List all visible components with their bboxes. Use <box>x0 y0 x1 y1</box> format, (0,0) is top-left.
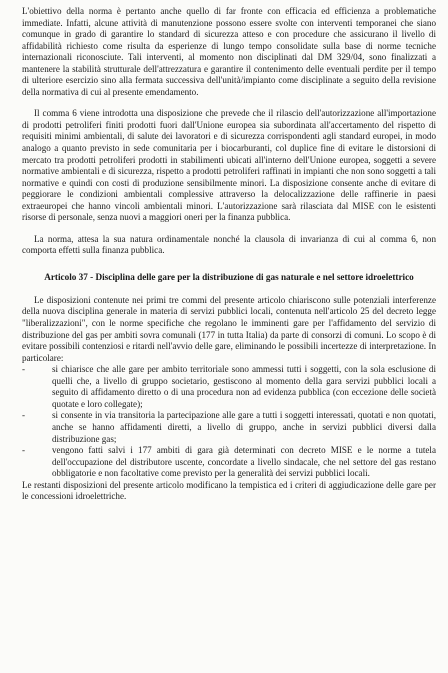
paragraph-comma-6: Il comma 6 viene introdotta una disposizione che prevede che il rilascio dell'autorizzazione all'importazione di prodotti petroliferi finiti prodotti fuori dall'Unione europea sia subordinata all'accertamento del rispetto di requisiti minimi ambientali, di salute dei lavoratori e di sicurezza corrispondenti agli standard europei, in modo analogo a quanto previsto in sede comunitaria per i biocarburanti, col duplice fine di evitare le distorsioni di mercato tra prodotti petroliferi prodotti in stabilimenti ubicati all'interno dell'Unione europea, soggetti a severe normative ambientali e di sicurezza, rispetto a prodotti petroliferi raffinati in impianti che non sono soggetti a tali normative e quindi con costi di produzione sensibilmente minori. La disposizione consente anche di evitare di peggiorare le condizioni ambientali complessive attraverso la delocalizzazione delle raffinerie in paesi extraeuropei che hanno vincoli ambientali minori. L'autorizzazione sarà rilasciata dal MISE con le esistenti risorse di personale, senza nuovi a maggiori oneri per la finanza pubblica. <box>22 108 436 223</box>
article-heading: Articolo 37 - Disciplina delle gare per la distribuzione di gas naturale e nel settore idroelettrico <box>44 271 414 282</box>
dash-bullet: - <box>22 364 26 375</box>
list-item <box>22 445 436 480</box>
list-item-text: si consente in via transitoria la partecipazione alle gare a tutti i soggetti interessati, quotati e non quotati, anche se hanno affidamenti diretti, a livello di gruppo, anche in servizi pubblici diversi dalla distribuzione gas; <box>52 410 436 444</box>
list-item <box>22 410 436 445</box>
list-item-text: vengono fatti salvi i 177 ambiti di gara già determinati con decreto MISE e le norme a tutela dell'occupazione del distributore uscente, concordate a livello sindacale, che nel settore del gas restano obbligatorie e non facoltative come previsto per la generalità dei servizi pubblici locali. <box>52 445 436 479</box>
dash-bullet: - <box>22 445 26 456</box>
list-item-text: si chiarisce che alle gare per ambito territoriale sono ammessi tutti i soggetti, con la sola esclusione di quelli che, a livello di gruppo societario, gestiscono al momento della gara servizi pubblici locali a seguito di affidamento diretto o di una procedura non ad evidenza pubblica (con eccezione delle società quotate e loro collegate); <box>52 364 436 409</box>
paragraph-objective: L'obiettivo della norma è pertanto anche quello di far fronte con efficacia ed efficienza a problematiche immediate. Infatti, alcune attività di manutenzione possono essere svolte con interventi temporanei che siano comunque in grado di garantire lo standard di sicurezza atteso e con procedure che assicurano il livello di affidabilità richiesto come risulta da esperienze di lungo tempo consolidate sulla base di norme tecniche internazionali riconosciute. Tali interventi, al momento non disciplinati dal DM 329/04, sono finalizzati a mantenere la stabilità strutturale dell'attrezzatura e garantire il contenimento delle eventuali perdite per il tempo di ulteriore esercizio sino alla fermata successiva dell'unità/impianto come disciplinate a seguito della revisione della normativa di cui al presente emendamento. <box>22 6 436 97</box>
paragraph-idroelettrico: Le restanti disposizioni del presente articolo modificano la tempistica ed i criteri di aggiudicazione delle gare per le concessioni idroelettriche. <box>22 479 436 502</box>
paragraph-invarianza: La norma, attesa la sua natura ordinamentale nonché la clausola di invarianza di cui al comma 6, non comporta effetti sulla finanza pubblica. <box>22 233 436 256</box>
dash-bullet: - <box>22 410 26 421</box>
list-item <box>22 364 436 410</box>
bullet-list <box>22 364 436 479</box>
paragraph-gare-gas: Le disposizioni contenute nei primi tre commi del presente articolo chiariscono sulle potenziali interferenze della nuova disciplina generale in materia di servizi pubblici locali, contenuta nell'articolo 25 del decreto legge "liberalizzazioni", con le norme specifiche che regolano le imminenti gare per l'affidamento del servizio di distribuzione del gas per ambiti sovra comunali (177 in tutta Italia) da parte di consorzi di comuni. Lo scopo è di evitare possibili contenziosi e ritardi nell'avvio delle gare, eliminando le possibili incertezze di interpretazione. In particolare: <box>22 294 436 363</box>
